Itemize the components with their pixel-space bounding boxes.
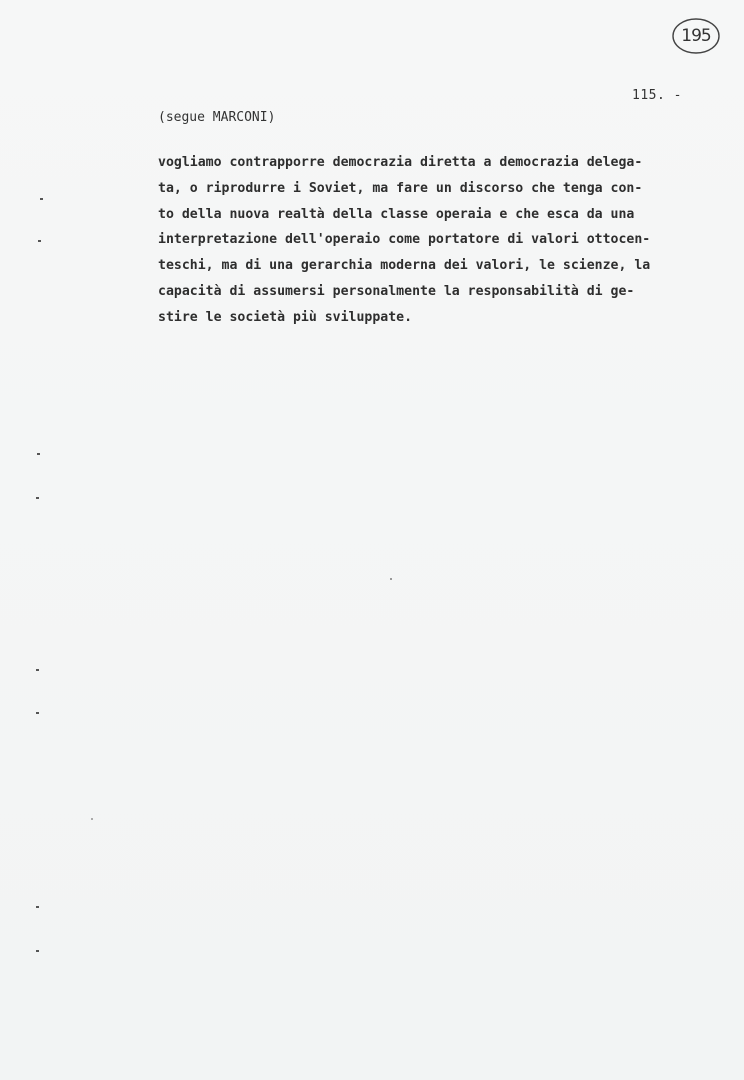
body-line: ta, o riprodurre i Soviet, ma fare un discorso che tenga con- [158,180,643,196]
body-line: capacità di assumersi personalmente la responsabilità di ge- [158,283,635,299]
archive-stamp [671,16,721,56]
body-line: stire le società più sviluppate. [158,309,413,325]
body-line: vogliamo contrapporre democrazia diretta a democrazia delega- [158,155,643,170]
body-line: to della nuova realtà della classe operaia e che esca da una [158,206,635,222]
body-line: teschi, ma di una gerarchia moderna dei valori, le scienze, la [158,258,651,274]
scan-speck [38,240,41,242]
scan-speck [36,950,39,952]
scan-speck [37,453,40,455]
archive-stamp-number: 195 [681,26,711,46]
body-paragraph [158,150,718,331]
body-line: interpretazione dell'operaio come portatore di valori ottocen- [158,232,651,248]
page-number: 115. - [632,88,682,103]
scan-speck [36,497,39,499]
scan-speck [36,669,39,671]
scan-speck [36,712,39,714]
scan-speck [36,906,39,908]
scan-speck [390,578,392,580]
scan-speck [91,818,93,820]
speaker-heading: (segue MARCONI) [158,110,276,125]
scan-speck [40,198,43,200]
